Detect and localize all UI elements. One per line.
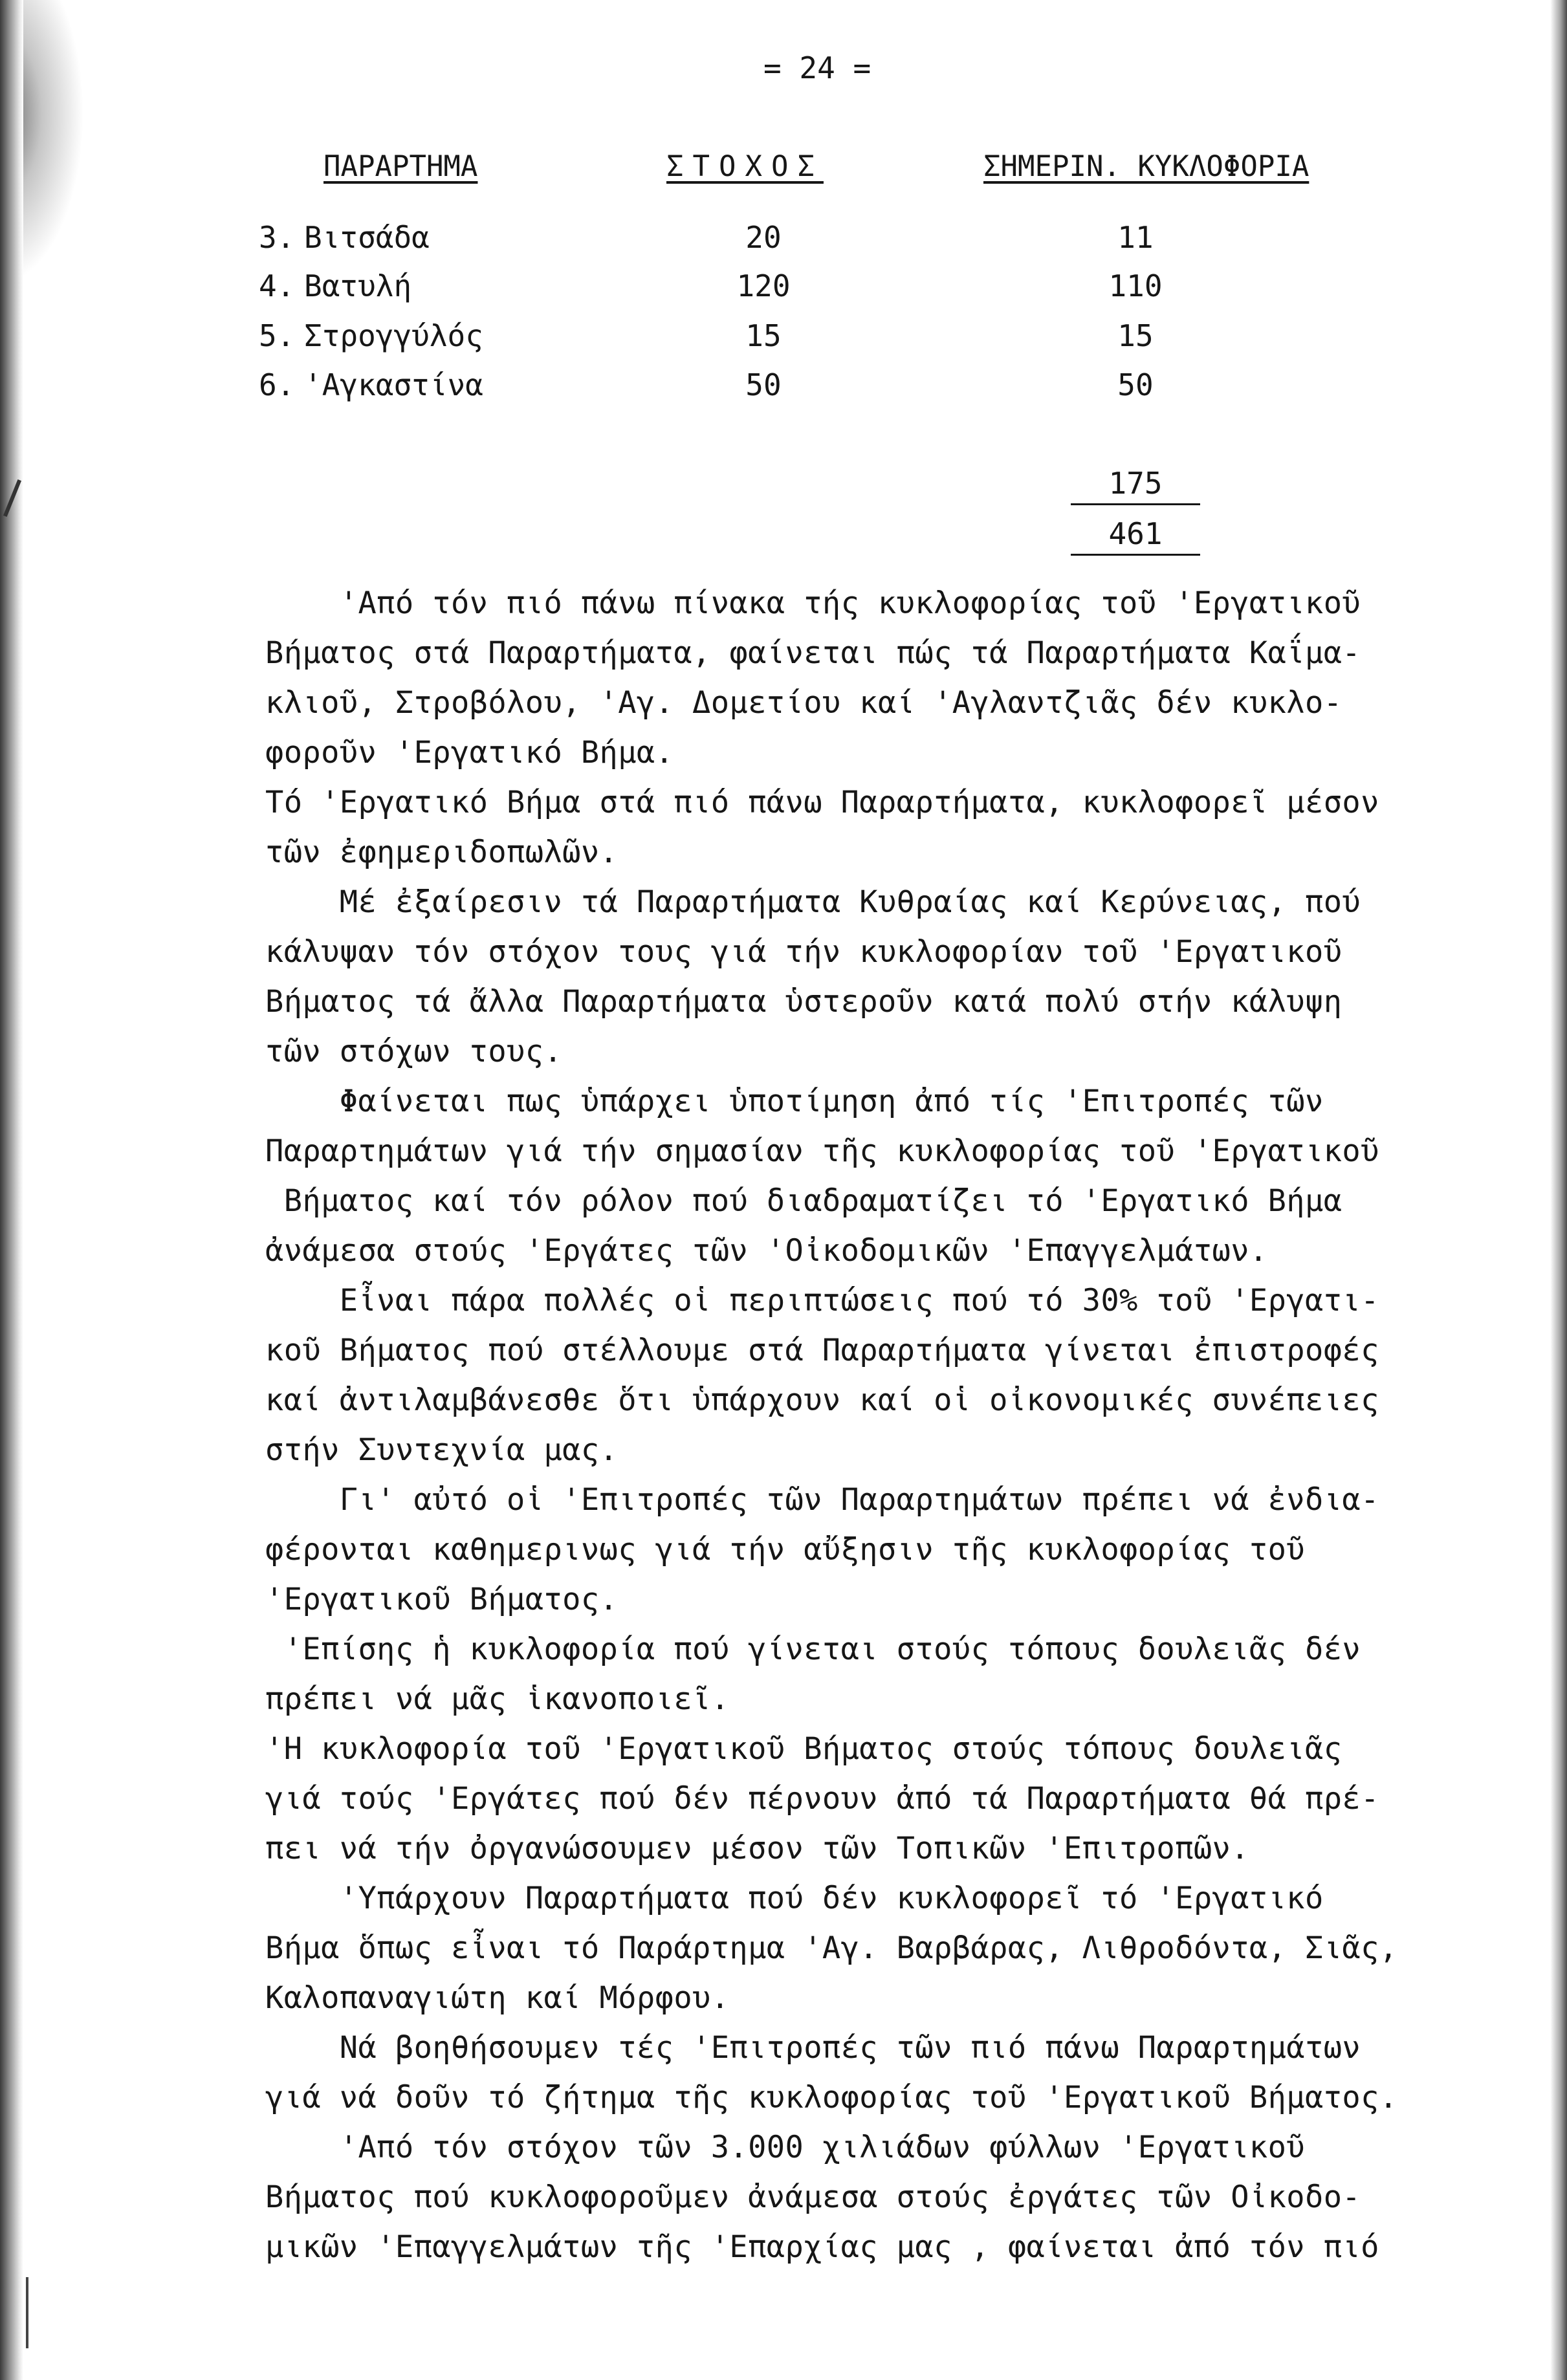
text-line: κλιοῦ, Στροβόλου, 'Αγ. Δομετίου καί 'Αγλαντζιᾶς δέν κυκλο- <box>265 685 1342 721</box>
text-line: Βήματος στά Παραρτήματα, φαίνεται πώς τά Παραρτήματα Καΐμα- <box>265 635 1361 671</box>
header-target: ΣΤΟΧΟΣ <box>666 150 824 183</box>
text-line: 'Εργατικοῦ Βήματος. <box>265 1582 619 1617</box>
text-line: 'Επίσης ἡ κυκλοφορία πού γίνεται στούς τόπους δουλειᾶς δέν <box>265 1632 1361 1667</box>
text-line: πρέπει νά μᾶς ἱκανοποιεῖ. <box>265 1681 730 1717</box>
text-line: Καλοπαναγιώτη καί Μόρφου. <box>265 1980 730 2016</box>
target-value: 120 <box>736 268 791 303</box>
text-line: 'Υπάρχουν Παραρτήματα πού δέν κυκλοφορεῖ τό 'Εργατικό <box>265 1881 1324 1916</box>
text-line: Τό 'Εργατικό Βήμα στά πιό πάνω Παραρτήματα, κυκλοφορεῖ μέσον <box>265 785 1379 820</box>
text-line: Παραρτημάτων γιά τήν σημασίαν τῆς κυκλοφορίας τοῦ 'Εργατικοῦ <box>265 1133 1379 1169</box>
text-line: στήν Συντεχνία μας. <box>265 1432 619 1468</box>
text-line: Βήματος τά ἄλλα Παραρτήματα ὑστεροῦν κατά πολύ στήν κάλυψη <box>265 984 1342 1020</box>
target-value: 20 <box>745 220 782 255</box>
text-line: Φαίνεται πως ὑπάρχει ὑποτίμηση ἀπό τίς 'Επιτροπές τῶν <box>265 1084 1324 1119</box>
text-line: 'Η κυκλοφορία τοῦ 'Εργατικοῦ Βήματος στούς τόπους δουλειᾶς <box>265 1731 1342 1767</box>
text-line: Γι' αὐτό οἱ 'Επιτροπές τῶν Παραρτημάτων πρέπει νά ἐνδια- <box>265 1482 1379 1518</box>
page-number: = 24 = <box>763 50 871 85</box>
target-value: 15 <box>745 318 782 353</box>
text-line: φοροῦν 'Εργατικό Βήμα. <box>265 735 674 770</box>
header-branch: ΠΑΡΑΡΤΗΜΑ <box>323 150 478 183</box>
branch-name: 'Αγκαστίνα <box>304 367 483 402</box>
scan-edge-left <box>0 0 23 2380</box>
text-line: Μέ ἐξαίρεσιν τά Παραρτήματα Κυθραίας καί Κερύνειας, πού <box>265 884 1361 920</box>
text-line: κάλυψαν τόν στόχον τους γιά τήν κυκλοφορίαν τοῦ 'Εργατικοῦ <box>265 934 1342 970</box>
text-line: κοῦ Βήματος πού στέλλουμε στά Παραρτήματα γίνεται ἐπιστροφές <box>265 1333 1379 1368</box>
branch-name: Βιτσάδα <box>304 220 430 255</box>
text-line: Βήμα ὅπως εἶναι τό Παράρτημα 'Αγ. Βαρβάρας, Λιθροδόντα, Σιᾶς, <box>265 1930 1398 1966</box>
text-line: τῶν στόχων τους. <box>265 1034 563 1069</box>
scan-edge-right <box>1550 0 1567 2380</box>
row-number: 6. <box>259 367 295 402</box>
text-line: πει νά τήν ὀργανώσουμεν μέσον τῶν Τοπικῶν 'Επιτροπῶν. <box>265 1831 1249 1866</box>
text-line: ἀνάμεσα στούς 'Εργάτες τῶν 'Οἰκοδομικῶν 'Επαγγελμάτων. <box>265 1233 1268 1269</box>
branch-name: Βατυλή <box>304 268 412 303</box>
row-number: 4. <box>259 268 295 303</box>
current-value: 11 <box>1117 220 1154 255</box>
row-number: 3. <box>259 220 295 255</box>
text-line: Βήματος καί τόν ρόλον πού διαδραματίζει τό 'Εργατικό Βήμα <box>265 1183 1342 1219</box>
text-line: Βήματος πού κυκλοφοροῦμεν ἀνάμεσα στούς ἐργάτες τῶν Οἰκοδο- <box>265 2179 1361 2215</box>
text-line: φέρονται καθημερινως γιά τήν αὔξησιν τῆς κυκλοφορίας τοῦ <box>265 1532 1305 1567</box>
text-line: Νά βοηθήσουμεν τές 'Επιτροπές τῶν πιό πάνω Παραρτημάτων <box>265 2030 1361 2066</box>
text-line: τῶν ἐφημεριδοπωλῶν. <box>265 835 619 870</box>
text-line: καί ἀντιλαμβάνεσθε ὅτι ὑπάρχουν καί οἱ οἰκονομικές συνέπειες <box>265 1382 1379 1418</box>
text-line: γιά τούς 'Εργάτες πού δέν πέρνουν ἀπό τά Παραρτήματα θά πρέ- <box>265 1781 1379 1817</box>
target-value: 50 <box>745 367 782 402</box>
current-value: 15 <box>1117 318 1154 353</box>
text-line: Εἶναι πάρα πολλές οἱ περιπτώσεις πού τό 30% τοῦ 'Εργατι- <box>265 1283 1379 1318</box>
row-number: 5. <box>259 318 295 353</box>
total-value: 461 <box>1071 516 1200 556</box>
margin-mark-bottom <box>26 2277 28 2348</box>
text-line: 'Από τόν στόχον τῶν 3.000 χιλιάδων φύλλων 'Εργατικοῦ <box>265 2130 1305 2165</box>
text-line: 'Από τόν πιό πάνω πίνακα τής κυκλοφορίας τοῦ 'Εργατικοῦ <box>265 585 1361 621</box>
header-circulation: ΣΗΜΕΡΙΝ. ΚΥΚΛΟΦΟΡΙΑ <box>983 150 1309 183</box>
current-value: 110 <box>1108 268 1163 303</box>
text-line: μικῶν 'Επαγγελμάτων τῆς 'Επαρχίας μας , φαίνεται ἀπό τόν πιό <box>265 2229 1379 2265</box>
branch-name: Στρογγύλός <box>304 318 483 353</box>
subtotal-value: 175 <box>1071 466 1200 505</box>
current-value: 50 <box>1117 367 1154 402</box>
text-line: γιά νά δοῦν τό ζήτημα τῆς κυκλοφορίας τοῦ 'Εργατικοῦ Βήματος. <box>265 2080 1398 2115</box>
